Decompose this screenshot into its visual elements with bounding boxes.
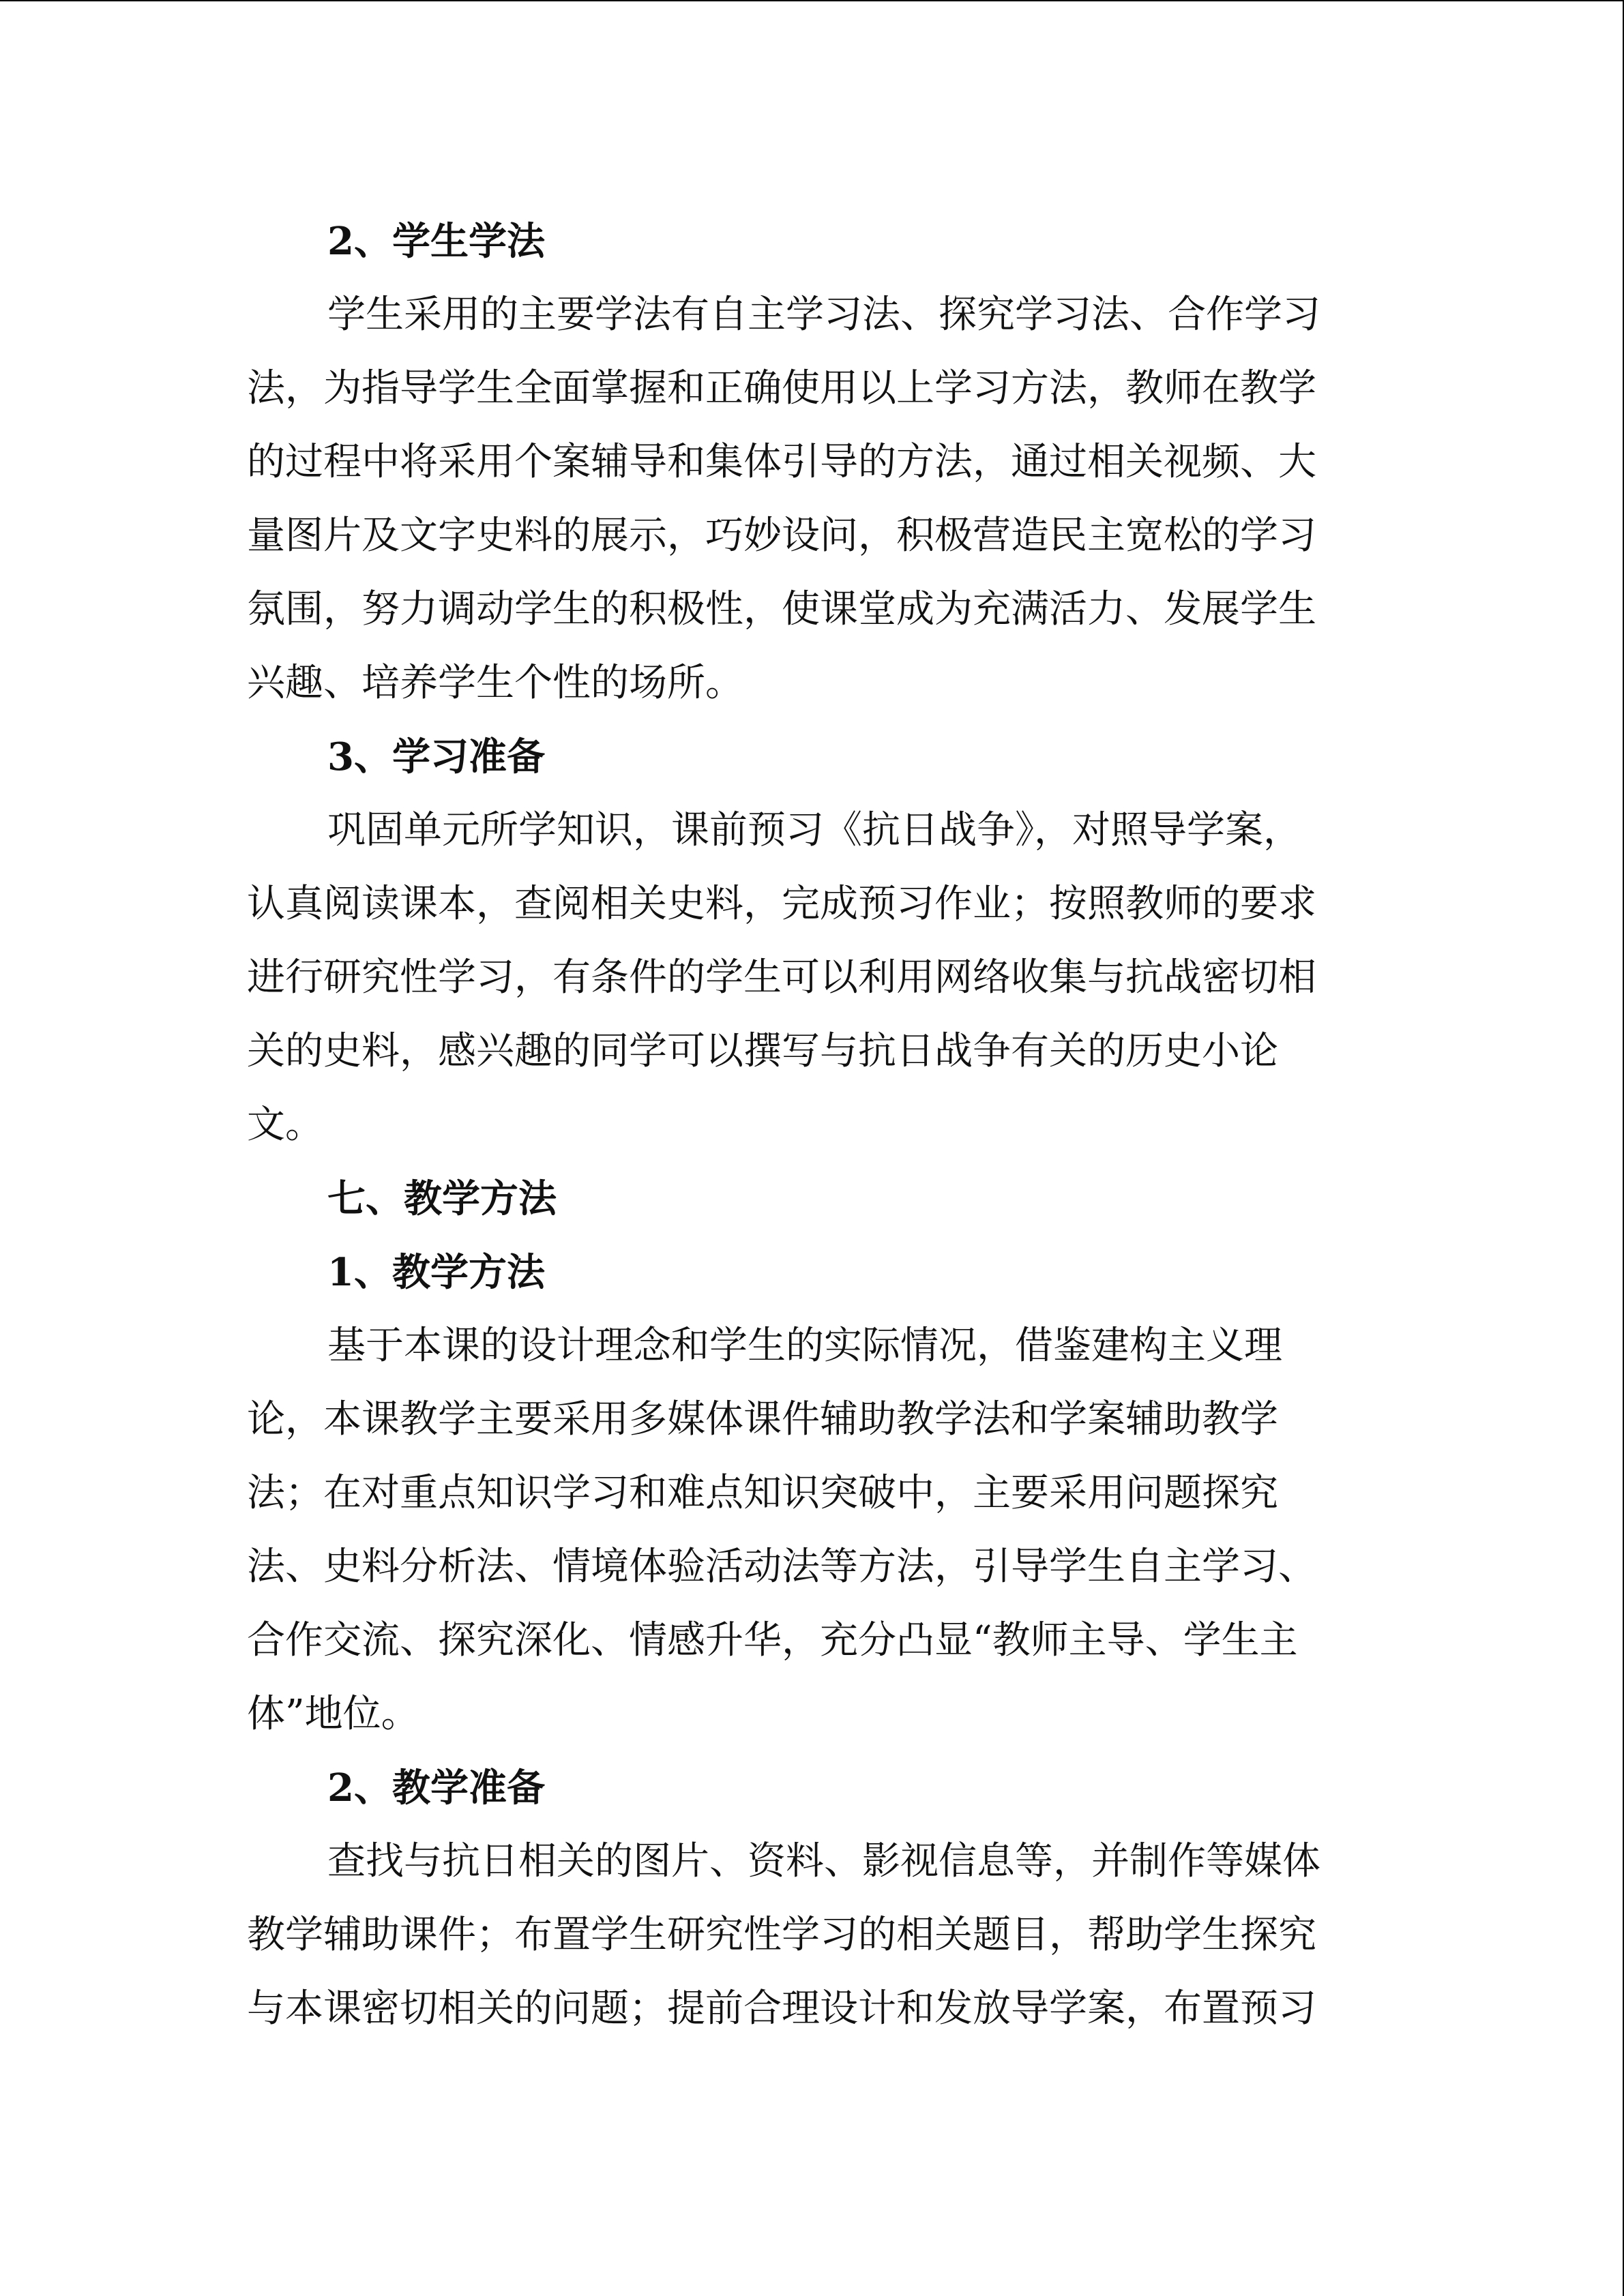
paragraph bbox=[247, 278, 1352, 720]
paragraph-line: 法；在对重点知识学习和难点知识突破中，主要采用问题探究 bbox=[247, 1471, 1278, 1515]
paragraph-line: 论，本课教学主要采用多媒体课件辅助教学法和学案辅助教学 bbox=[247, 1397, 1278, 1442]
paragraph-line: 法、史料分析法、情境体验活动法等方法，引导学生自主学习、 bbox=[247, 1545, 1316, 1589]
paragraph-line: 关的史料，感兴趣的同学可以撰写与抗日战争有关的历史小论 bbox=[247, 1029, 1278, 1073]
paragraph-line: 基于本课的设计理念和学生的实际情况，借鉴建构主义理 bbox=[327, 1324, 1282, 1368]
document-body bbox=[247, 205, 1352, 2046]
paragraph-line: 氛围，努力调动学生的积极性，使课堂成为充满活力、发展学生 bbox=[247, 587, 1316, 631]
paragraph-line: 与本课密切相关的问题；提前合理设计和发放导学案，布置预习 bbox=[247, 1986, 1316, 2031]
paragraph-line: 学生采用的主要学法有自主学习法、探究学习法、合作学习 bbox=[327, 293, 1320, 337]
paragraph-line: 文。 bbox=[247, 1103, 323, 1147]
paragraph bbox=[247, 1309, 1352, 1751]
section-heading: 2、学生学法 bbox=[327, 219, 545, 264]
paragraph-line: 体”地位。 bbox=[247, 1692, 419, 1736]
paragraph-line: 量图片及文字史料的展示，巧妙设问，积极营造民主宽松的学习 bbox=[247, 513, 1316, 558]
paragraph-line: 认真阅读课本，查阅相关史料，完成预习作业；按照教师的要求 bbox=[247, 882, 1316, 926]
chapter-heading: 七、教学方法 bbox=[327, 1176, 557, 1221]
paragraph bbox=[247, 1825, 1352, 2046]
paragraph-line: 进行研究性学习，有条件的学生可以利用网络收集与抗战密切相 bbox=[247, 955, 1316, 1000]
section-heading: 3、学习准备 bbox=[327, 734, 545, 779]
section-heading: 1、教学方法 bbox=[327, 1250, 545, 1295]
paragraph-line: 巩固单元所学知识，课前预习《抗日战争》，对照导学案， bbox=[327, 808, 1301, 852]
paragraph-line: 的过程中将采用个案辅导和集体引导的方法，通过相关视频、大 bbox=[247, 440, 1316, 484]
paragraph-line: 合作交流、探究深化、情感升华，充分凸显“教师主导、学生主 bbox=[247, 1618, 1298, 1663]
paragraph-line: 查找与抗日相关的图片、资料、影视信息等，并制作等媒体 bbox=[327, 1839, 1320, 1883]
paragraph bbox=[247, 794, 1352, 1162]
section-heading: 2、教学准备 bbox=[327, 1765, 545, 1810]
paragraph-line: 兴趣、培养学生个性的场所。 bbox=[247, 661, 743, 705]
paragraph-line: 法，为指导学生全面掌握和正确使用以上学习方法，教师在教学 bbox=[247, 366, 1316, 411]
paragraph-line: 教学辅助课件；布置学生研究性学习的相关题目，帮助学生探究 bbox=[247, 1913, 1316, 1957]
